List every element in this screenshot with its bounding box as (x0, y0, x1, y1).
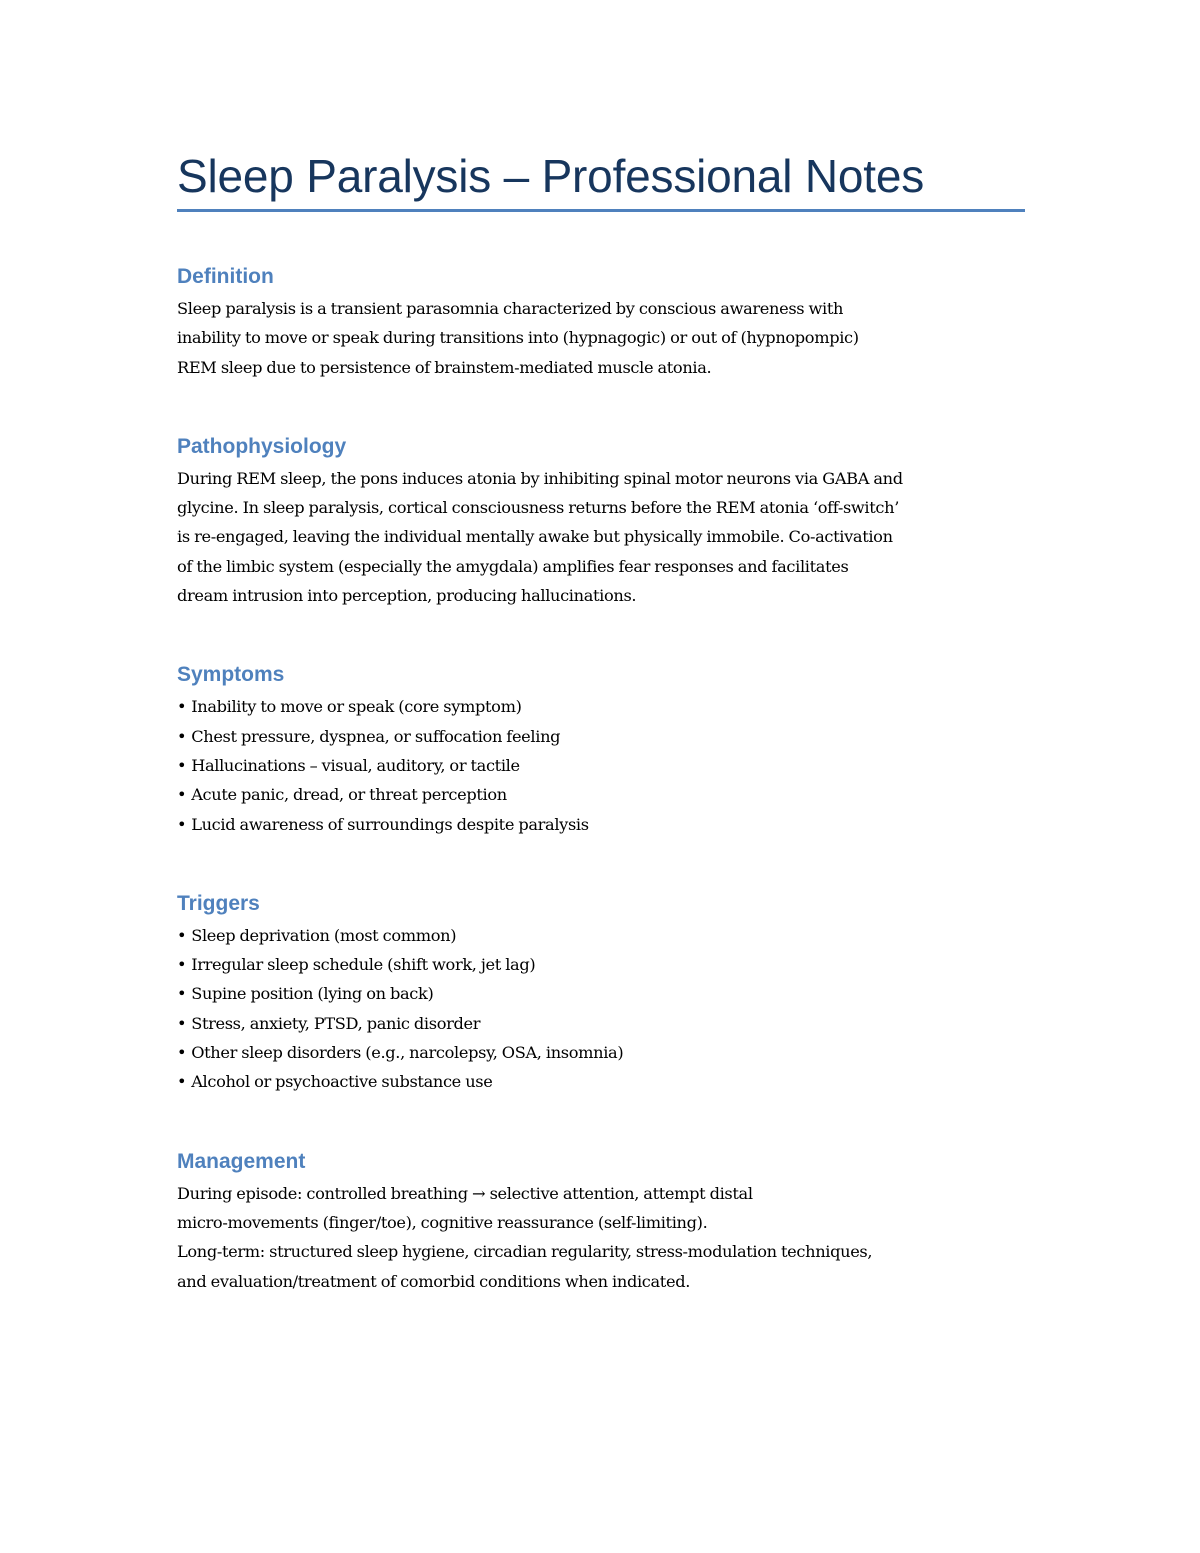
section-triggers (177, 889, 1027, 1097)
list-item (177, 1038, 1027, 1067)
bullet-icon: • (177, 755, 187, 775)
list-item-text: Sleep deprivation (most common) (191, 925, 457, 945)
pathophysiology-line: dream intrusion into perception, producing hallucinations. (177, 586, 637, 606)
bullet-icon: • (177, 785, 187, 805)
management-line: During episode: controlled breathing → selective attention, attempt distal (177, 1183, 753, 1203)
bullet-icon: • (177, 925, 187, 945)
list-item (177, 692, 1027, 721)
section-symptoms (177, 660, 1027, 838)
bullet-icon: • (177, 1072, 187, 1092)
bullet-icon: • (177, 1043, 187, 1063)
list-item-text: Acute panic, dread, or threat perception (191, 785, 507, 805)
management-line: and evaluation/treatment of comorbid conditions when indicated. (177, 1271, 690, 1291)
bullet-icon: • (177, 984, 187, 1004)
section-pathophysiology (177, 432, 1027, 610)
section-management (177, 1147, 1027, 1296)
section-heading-triggers: Triggers (177, 891, 260, 915)
pathophysiology-line: glycine. In sleep paralysis, cortical consciousness returns before the REM atonia ‘off-switch’ (177, 498, 899, 518)
section-heading-management: Management (177, 1149, 306, 1173)
list-item-text: Other sleep disorders (e.g., narcolepsy, OSA, insomnia) (191, 1043, 624, 1063)
management-line: micro-movements (finger/toe), cognitive reassurance (self-limiting). (177, 1212, 708, 1232)
list-item (177, 921, 1027, 950)
section-heading-pathophysiology: Pathophysiology (177, 434, 347, 458)
symptoms-list (177, 692, 1027, 838)
document-page (177, 146, 1027, 1296)
list-item-text: Stress, anxiety, PTSD, panic disorder (191, 1013, 481, 1033)
section-heading-definition: Definition (177, 265, 274, 288)
pathophysiology-paragraph (177, 464, 1027, 610)
management-line: Long-term: structured sleep hygiene, circadian regularity, stress-modulation techniques, (177, 1242, 873, 1262)
list-item-text: Chest pressure, dyspnea, or suffocation feeling (191, 726, 561, 746)
list-item (177, 722, 1027, 751)
bullet-icon: • (177, 955, 187, 975)
definition-line: REM sleep due to persistence of brainstem-mediated muscle atonia. (177, 357, 712, 377)
list-item (177, 751, 1027, 780)
bullet-icon: • (177, 726, 187, 746)
list-item-text: Hallucinations – visual, auditory, or tactile (191, 755, 520, 775)
section-definition (177, 262, 1027, 382)
list-item (177, 1009, 1027, 1038)
list-item (177, 979, 1027, 1008)
definition-paragraph (177, 294, 1027, 382)
pathophysiology-line: During REM sleep, the pons induces atonia by inhibiting spinal motor neurons via GABA and (177, 468, 903, 488)
triggers-list (177, 921, 1027, 1097)
list-item-text: Lucid awareness of surroundings despite paralysis (191, 814, 589, 834)
list-item-text: Inability to move or speak (core symptom) (191, 697, 522, 717)
list-item (177, 810, 1027, 839)
bullet-icon: • (177, 697, 187, 717)
bullet-icon: • (177, 814, 187, 834)
page-title: Sleep Paralysis – Professional Notes (177, 150, 925, 202)
list-item (177, 780, 1027, 809)
bullet-icon: • (177, 1013, 187, 1033)
definition-line: Sleep paralysis is a transient parasomnia characterized by conscious awareness with (177, 299, 844, 318)
management-paragraph (177, 1179, 1027, 1296)
list-item-text: Irregular sleep schedule (shift work, jet lag) (191, 955, 536, 975)
pathophysiology-line: of the limbic system (especially the amygdala) amplifies fear responses and facilitates (177, 556, 849, 576)
spacer (177, 212, 1027, 262)
definition-line: inability to move or speak during transitions into (hypnagogic) or out of (hypnopompic) (177, 328, 859, 348)
list-item (177, 1067, 1027, 1096)
list-item-text: Supine position (lying on back) (191, 984, 434, 1004)
pathophysiology-line: is re-engaged, leaving the individual mentally awake but physically immobile. Co-activation (177, 527, 893, 547)
list-item-text: Alcohol or psychoactive substance use (191, 1072, 493, 1092)
section-heading-symptoms: Symptoms (177, 663, 285, 687)
list-item (177, 950, 1027, 979)
